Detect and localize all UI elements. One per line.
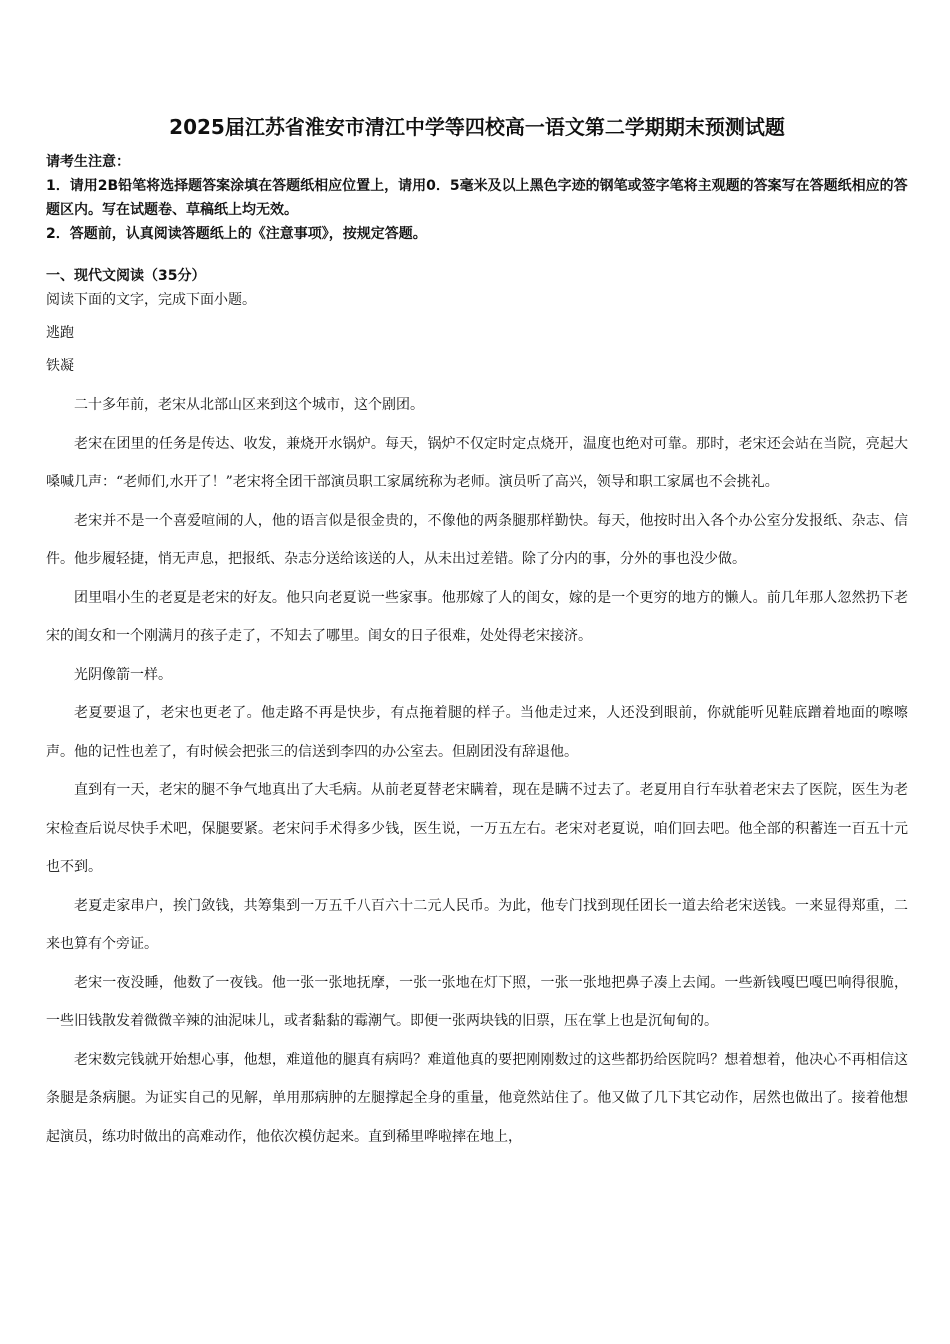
story-title: 逃跑 — [46, 325, 74, 341]
story-paragraph: 老宋并不是一个喜爱喧闹的人，他的语言似是很金贵的，不像他的两条腿那样勤快。每天，他按时出入各个办公室分发报纸、杂志、信件。他步履轻捷，悄无声息，把报纸、杂志分送给该送的人，从未出过差错。除了分内的事，分外的事也没少做。 — [46, 512, 908, 567]
story-author: 铁凝 — [46, 358, 74, 374]
exam-notice — [46, 150, 908, 246]
story-paragraph: 老宋数完钱就开始想心事，他想，难道他的腿真有病吗？难道他真的要把刚刚数过的这些都扔给医院吗？想着想着，他决心不再相信这条腿是条病腿。为证实自己的见解，单用那病肿的左腿撑起全身的重量，他竟然站住了。他又做了几下其它动作，居然也做出了。接着他想起演员，练功时做出的高难动作，他依次模仿起来。直到稀里哗啦摔在地上， — [46, 1051, 908, 1145]
story-paragraph: 老宋在团里的任务是传达、收发，兼烧开水锅炉。每天，锅炉不仅定时定点烧开，温度也绝对可靠。那时，老宋还会站在当院，亮起大嗓喊几声：“老师们,水开了！”老宋将全团干部演员职工家属统称为老师。演员听了高兴，领导和职工家属也不会挑礼。 — [46, 435, 908, 490]
section-heading: 一、现代文阅读（35分） — [46, 268, 206, 284]
story-body — [46, 386, 908, 1156]
notice-heading: 请考生注意： — [46, 154, 130, 170]
story-paragraph: 二十多年前，老宋从北部山区来到这个城市，这个剧团。 — [74, 397, 424, 413]
story-paragraph: 老夏要退了，老宋也更老了。他走路不再是快步，有点拖着腿的样子。当他走过来，人还没到眼前，你就能听见鞋底蹭着地面的嚓嚓声。他的记性也差了，有时候会把张三的信送到李四的办公室去。但剧团没有辞退他。 — [46, 705, 908, 760]
story-paragraph: 团里唱小生的老夏是老宋的好友。他只向老夏说一些家事。他那嫁了人的闺女，嫁的是一个更穷的地方的懒人。前几年那人忽然扔下老宋的闺女和一个刚满月的孩子走了，不知去了哪里。闺女的日子很难，处处得老宋接济。 — [46, 589, 908, 644]
document-title: 2025届江苏省淮安市清江中学等四校高一语文第二学期期末预测试题 — [169, 115, 785, 139]
reading-instruction: 阅读下面的文字，完成下面小题。 — [46, 292, 256, 308]
story-paragraph: 光阴像箭一样。 — [74, 666, 172, 683]
story-paragraph: 直到有一天，老宋的腿不争气地真出了大毛病。从前老夏替老宋瞒着，现在是瞒不过去了。老夏用自行车驮着老宋去了医院，医生为老宋检查后说尽快手术吧，保腿要紧。老宋问手术得多少钱，医生说，一万五左右。老宋对老夏说，咱们回去吧。他全部的积蓄连一百五十元也不到。 — [46, 782, 908, 875]
notice-item-2: 2．答题前，认真阅读答题纸上的《注意事项》，按规定答题。 — [46, 226, 427, 242]
story-paragraph: 老宋一夜没睡，他数了一夜钱。他一张一张地抚摩，一张一张地在灯下照，一张一张地把鼻子凑上去闻。一些新钱嘎巴嘎巴响得很脆，一些旧钱散发着微微辛辣的油泥味儿，或者黏黏的霉潮气。即便一张两块钱的旧票，压在掌上也是沉甸甸的。 — [46, 974, 908, 1029]
document-page — [46, 110, 908, 1156]
notice-item-1: 1．请用2B铅笔将选择题答案涂填在答题纸相应位置上，请用0．5毫米及以上黑色字迹的钢笔或签字笔将主观题的答案写在答题纸相应的答题区内。写在试题卷、草稿纸上均无效。 — [46, 178, 908, 218]
story-paragraph: 老夏走家串户，挨门敛钱，共筹集到一万五千八百六十二元人民币。为此，他专门找到现任团长一道去给老宋送钱。一来显得郑重，二来也算有个旁证。 — [46, 897, 908, 952]
